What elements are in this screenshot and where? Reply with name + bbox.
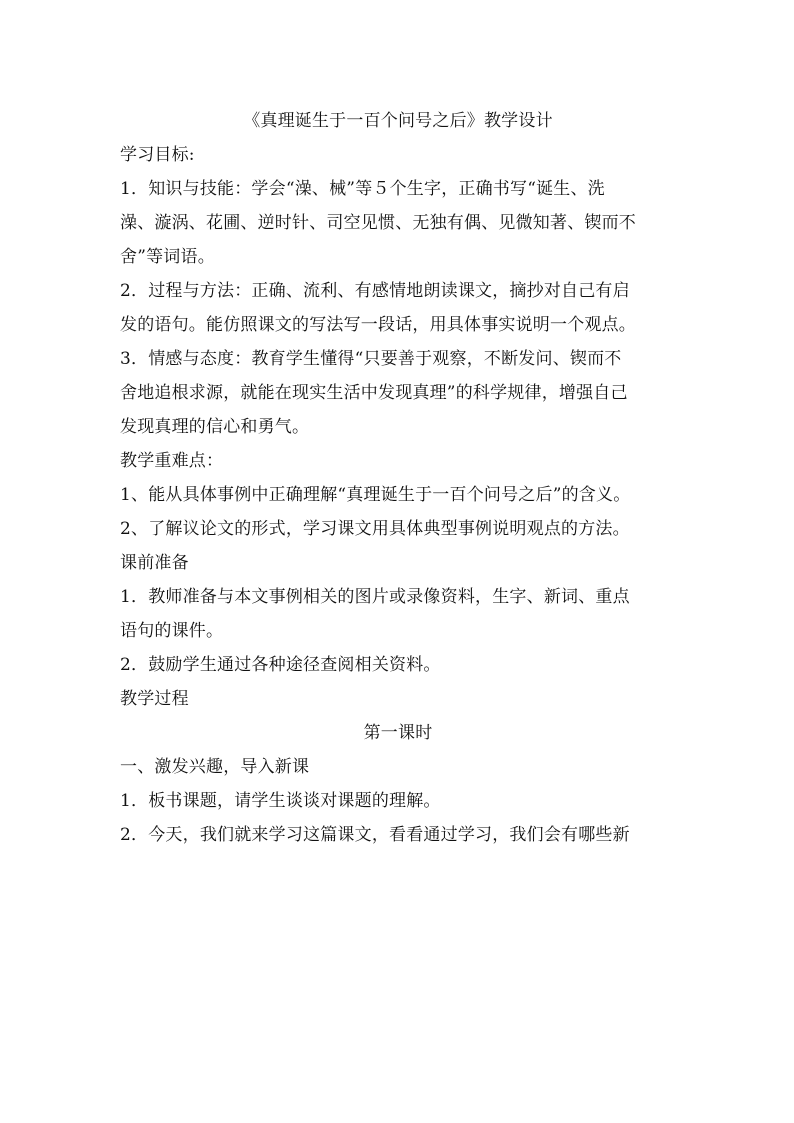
section-heading-key-points: 教学重难点： xyxy=(120,451,224,471)
paragraph-line: 发现真理的信心和勇气。 xyxy=(120,417,310,437)
paragraph-line: 1、能从具体事例中正确理解“真理诞生于一百个问号之后”的含义。 xyxy=(120,485,631,505)
paragraph-line: 语句的课件。 xyxy=(120,621,224,641)
paragraph-line: 1．知识与技能：学会“澡、械”等５个生字，正确书写“诞生、洗 xyxy=(120,179,605,199)
document-body xyxy=(120,104,676,852)
document-title: 《真理诞生于一百个问号之后》教学设计 xyxy=(243,111,553,131)
paragraph-line: 澡、漩涡、花圃、逆时针、司空见惯、无独有偶、见微知著、锲而不 xyxy=(120,213,636,233)
paragraph-line: 2．今天，我们就来学习这篇课文，看看通过学习，我们会有哪些新 xyxy=(120,825,630,845)
paragraph-line: 2．过程与方法：正确、流利、有感情地朗读课文，摘抄对自己有启 xyxy=(120,281,630,301)
lesson-heading: 第一课时 xyxy=(363,723,433,743)
paragraph-line: 舍”等词语。 xyxy=(120,247,215,267)
section-heading-intro: 一、激发兴趣，导入新课 xyxy=(120,757,310,777)
paragraph-line: 2．鼓励学生通过各种途径查阅相关资料。 xyxy=(120,655,441,675)
paragraph-line: 3．情感与态度：教育学生懂得“只要善于观察，不断发问、锲而不 xyxy=(120,349,622,369)
paragraph-line: 2、了解议论文的形式，学习课文用具体典型事例说明观点的方法。 xyxy=(120,519,630,539)
paragraph-line: 1．板书课题，请学生谈谈对课题的理解。 xyxy=(120,791,441,811)
paragraph-line: 1．教师准备与本文事例相关的图片或录像资料，生字、新词、重点 xyxy=(120,587,630,607)
paragraph-line: 舍地追根求源，就能在现实生活中发现真理”的科学规律，增强自己 xyxy=(120,383,628,403)
section-heading-preparation: 课前准备 xyxy=(120,553,189,573)
paragraph-line: 发的语句。能仿照课文的写法写一段话，用具体事实说明一个观点。 xyxy=(120,315,636,335)
section-heading-process: 教学过程 xyxy=(120,689,189,709)
section-heading-objectives: 学习目标: xyxy=(120,145,195,165)
